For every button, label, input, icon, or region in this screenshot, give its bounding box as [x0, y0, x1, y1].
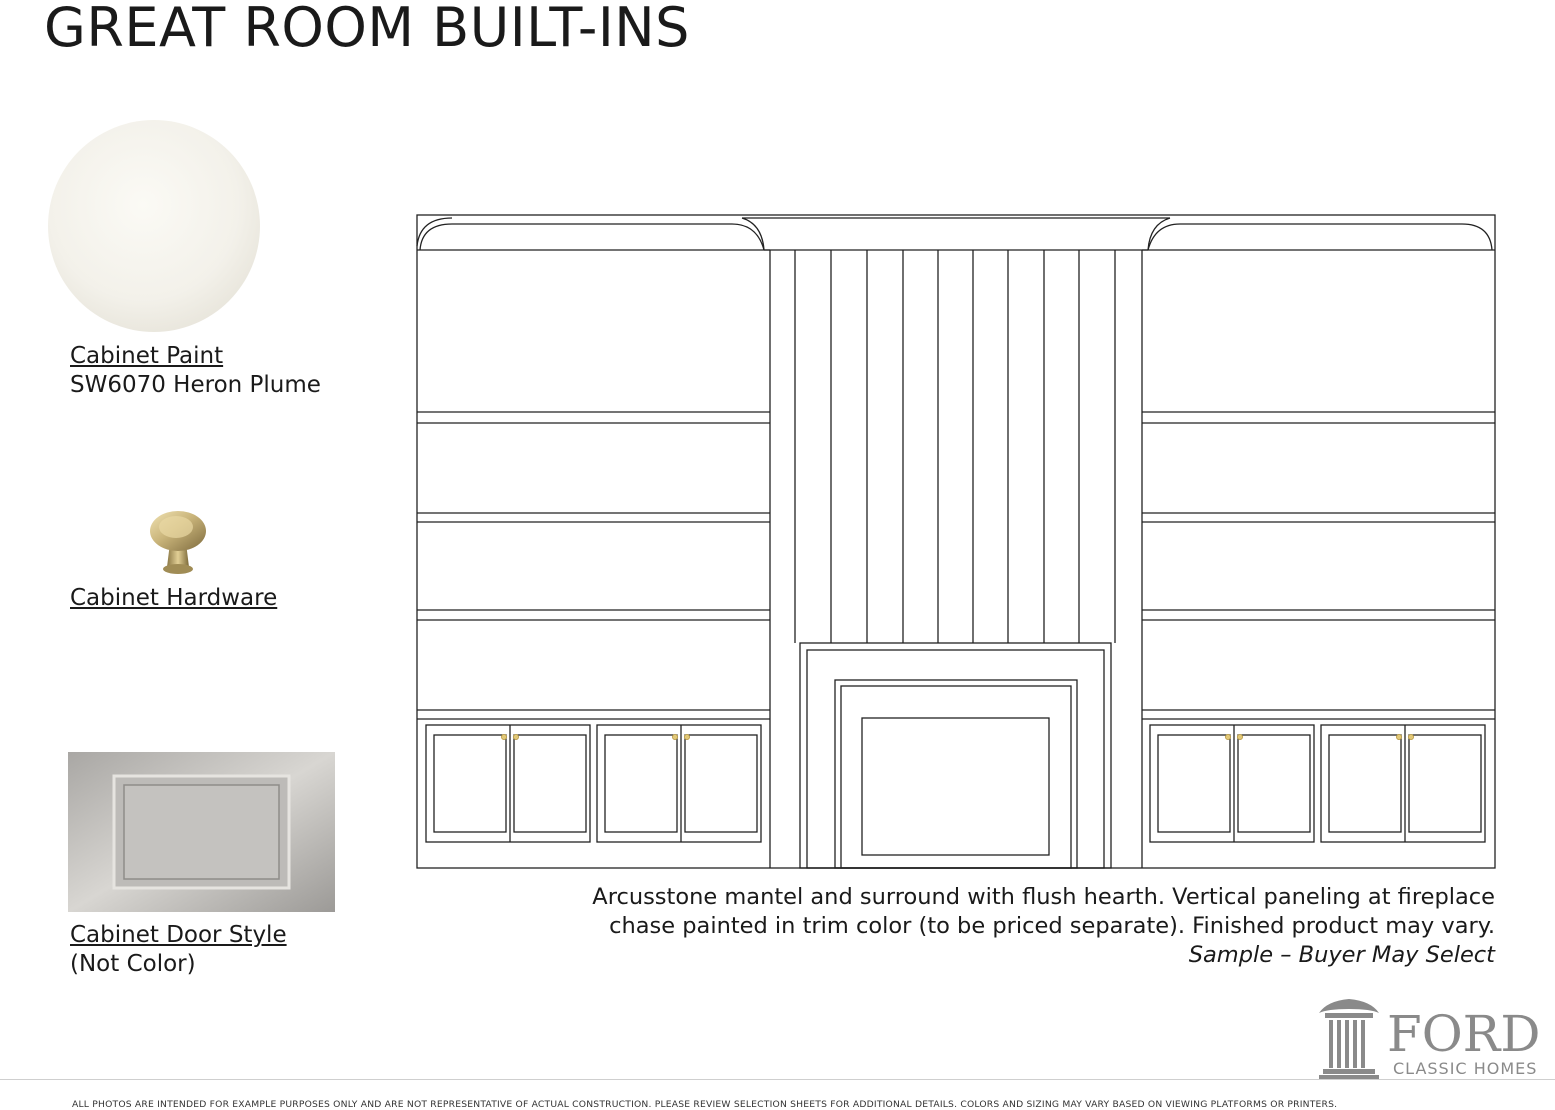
- logo-tagline: CLASSIC HOMES: [1393, 1059, 1538, 1078]
- cabinet-door-note: (Not Color): [70, 951, 196, 977]
- logo-name: FORD: [1387, 1005, 1541, 1063]
- ford-classic-homes-logo: [1315, 995, 1555, 1080]
- page-title: GREAT ROOM BUILT-INS: [44, 0, 690, 59]
- cabinet-knob-image: [143, 505, 213, 580]
- cabinet-paint-label: Cabinet Paint: [70, 343, 224, 369]
- cabinet-door-label: Cabinet Door Style: [70, 922, 287, 948]
- paint-swatch: [48, 120, 260, 332]
- cabinet-door-image: [68, 752, 335, 912]
- footer-divider: [0, 1079, 1555, 1080]
- built-ins-elevation-drawing: [412, 210, 1502, 875]
- note-line-2: chase painted in trim color (to be priced separate). Finished product may vary.: [609, 913, 1495, 939]
- cabinet-paint-value: SW6070 Heron Plume: [70, 372, 321, 398]
- design-note: [592, 883, 1495, 970]
- note-line-3: Sample – Buyer May Select: [1188, 942, 1495, 968]
- note-line-1: Arcusstone mantel and surround with flush hearth. Vertical paneling at fireplace: [592, 884, 1495, 910]
- disclaimer-text: ALL PHOTOS ARE INTENDED FOR EXAMPLE PURPOSES ONLY AND ARE NOT REPRESENTATIVE OF ACTUAL CONSTRUCTION. PLEASE REVIEW SELECTION SHEETS FOR ADDITIONAL DETAILS. COLORS AND SIZING MAY VARY BASED ON VIEWING PLATFORMS OR PRINTERS.: [72, 1099, 1338, 1110]
- cabinet-hardware-label: Cabinet Hardware: [70, 585, 278, 611]
